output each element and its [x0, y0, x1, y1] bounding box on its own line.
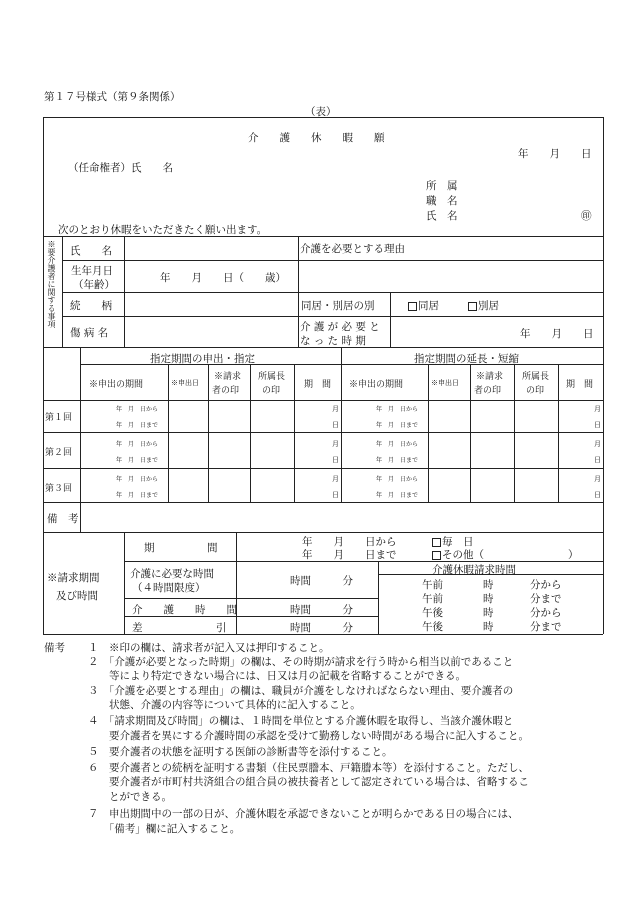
col-period-left: ※申出の期間: [89, 380, 144, 390]
need-label-2: （４時間限度）: [132, 582, 206, 594]
col-date-right: ※申出日: [431, 379, 459, 387]
day-unit: 日: [594, 491, 601, 499]
front-label: （表）: [305, 106, 337, 118]
needed-label-1: 介 護 が 必 要 と: [300, 321, 380, 333]
request-label-1: ※請求期間: [47, 572, 100, 584]
checkbox-icon: [408, 302, 417, 311]
col-date-left: ※申出日: [171, 379, 199, 387]
time-hour: 時: [483, 607, 494, 619]
reason-label: 介護を必要とする理由: [300, 243, 405, 255]
to-text: 年 月 日まで: [376, 457, 419, 464]
note-line: ３ 「介護を必要とする理由」の欄は、職員が介護をしなければならない理由、要介護者の: [88, 685, 514, 697]
disease-label: 傷 病 名: [70, 327, 109, 339]
note-line: ５ 要介護者の状態を証明する医師の診断書等を添付すること。: [88, 746, 393, 758]
request-label-2: 及び時間: [56, 590, 98, 602]
note-line: 要介護者を異にする介護時間の承認を受けて勤務しない時間がある場合に記入すること。: [88, 730, 529, 742]
birth-value: 年 月 日（ 歳）: [160, 272, 286, 284]
applicant-name: 氏 名: [426, 210, 458, 222]
right-period-title: 指定期間の延長・短縮: [414, 353, 519, 365]
period-from: 年 月 日から: [302, 536, 397, 548]
appointer-name: （任命権者）氏 名: [68, 162, 173, 174]
birth-label-2: （年齢）: [73, 279, 115, 291]
period-to: 年 月 日まで: [302, 549, 397, 561]
time-minute: 分から: [530, 579, 562, 591]
month-unit: 月: [594, 440, 601, 448]
col-seal-right-1: ※請求: [476, 372, 504, 382]
row-label: 第３回: [45, 484, 73, 494]
from-text: 年 月 日から: [376, 441, 419, 448]
time-hour: 時: [483, 579, 494, 591]
notes-label: 備考: [44, 642, 65, 654]
row-label: 第１回: [45, 413, 73, 423]
row-label: 第２回: [45, 448, 73, 458]
deduct-hours: 時間 分: [290, 622, 353, 634]
to-text: 年 月 日まで: [116, 422, 159, 429]
need-hours: 時間 分: [290, 575, 353, 587]
time-hour: 時: [483, 593, 494, 605]
month-unit: 月: [594, 475, 601, 483]
request-text: 次のとおり休暇をいただきたく願い出ます。: [58, 224, 268, 236]
to-text: 年 月 日まで: [116, 492, 159, 499]
month-unit: 月: [594, 405, 601, 413]
col-term-right: 期 間: [566, 380, 594, 390]
date-top: 年 月 日: [518, 148, 592, 160]
time-ampm: 午後: [422, 607, 443, 619]
care-hours: 時間 分: [290, 604, 353, 616]
col-chief-left-1: 所属長: [258, 372, 286, 382]
applicant-post: 職 名: [426, 195, 458, 207]
req-time-title: 介護休暇請求時間: [432, 564, 516, 576]
time-minute: 分まで: [530, 621, 562, 633]
to-text: 年 月 日まで: [376, 492, 419, 499]
month-unit: 月: [332, 440, 339, 448]
period-label: 期 間: [144, 542, 218, 554]
month-unit: 月: [332, 405, 339, 413]
note-line: とができる。: [88, 791, 172, 803]
note-line: １ ※印の欄は、請求者が記入又は押印すること。: [88, 642, 330, 654]
checkbox-icon: [468, 302, 477, 311]
from-text: 年 月 日から: [376, 476, 419, 483]
cohabit-label: 同居・別居の別: [301, 300, 375, 312]
time-hour: 時: [483, 621, 494, 633]
col-period-right: ※申出の期間: [349, 380, 404, 390]
from-text: 年 月 日から: [116, 441, 159, 448]
relation-label: 続 柄: [70, 300, 112, 312]
birth-label-1: 生年月日: [71, 265, 113, 277]
time-ampm: 午前: [422, 593, 443, 605]
form-number: 第１７号様式（第９条関係）: [44, 91, 181, 103]
col-chief-right-2: の印: [526, 386, 545, 396]
needed-label-2: な っ た 時 期: [300, 335, 366, 347]
daily-option[interactable]: 毎 日: [432, 534, 474, 549]
checkbox-icon: [432, 538, 441, 547]
time-minute: 分まで: [530, 593, 562, 605]
form-title: 介 護 休 暇 願: [248, 132, 385, 144]
note-line: 等により特定できない場合には、日又は月の記載を省略することができる。: [88, 670, 466, 682]
day-unit: 日: [594, 421, 601, 429]
left-period-title: 指定期間の申出・指定: [150, 353, 255, 365]
time-ampm: 午後: [422, 621, 443, 633]
col-seal-left-1: ※請求: [214, 372, 242, 382]
col-seal-right-2: 者の印: [474, 386, 502, 396]
applicant-dept: 所 属: [426, 180, 458, 192]
to-text: 年 月 日まで: [116, 457, 159, 464]
from-text: 年 月 日から: [116, 406, 159, 413]
note-line: ６ 要介護者との続柄を証明する書類（住民票謄本、戸籍謄本等）を添付すること。ただし、: [88, 762, 529, 774]
day-unit: 日: [332, 421, 339, 429]
day-unit: 日: [594, 456, 601, 464]
note-line: ４ 「請求期間及び時間」の欄は、１時間を単位とする介護休暇を取得し、当該介護休暇と: [88, 715, 514, 727]
care-time-label: 介 護 時 間: [132, 604, 237, 616]
note-line: ７ 申出期間中の一部の日が、介護休暇を承認できないことが明らかである日の場合には、: [88, 808, 519, 820]
note-line: 要介護者が市町村共済組合の組合員の被扶養者として認定されている場合は、省略するこ: [88, 776, 529, 788]
from-text: 年 月 日から: [116, 476, 159, 483]
deduct-label: 差 引: [132, 622, 227, 634]
note-line: 状態、介護の内容等について具体的に記入すること。: [88, 699, 361, 711]
other-option[interactable]: その他（ ）: [432, 547, 579, 562]
note-line: 「備考」欄に記入すること。: [88, 823, 241, 835]
time-minute: 分から: [530, 607, 562, 619]
time-ampm: 午前: [422, 579, 443, 591]
month-unit: 月: [332, 475, 339, 483]
remarks-label: 備 考: [47, 513, 79, 525]
col-chief-left-2: の印: [262, 386, 281, 396]
name-label: 氏 名: [70, 245, 112, 257]
checkbox-icon: [432, 551, 441, 560]
from-text: 年 月 日から: [376, 406, 419, 413]
cohabit-option-separate[interactable]: 別居: [468, 298, 499, 313]
col-chief-right-1: 所属長: [522, 372, 550, 382]
care-person-side-label: ※要介護者に関する事項: [47, 240, 56, 328]
day-unit: 日: [332, 491, 339, 499]
to-text: 年 月 日まで: [376, 422, 419, 429]
note-line: ２ 「介護が必要となった時期」の欄は、その時期が請求を行う時から相当以前であること: [88, 656, 514, 668]
cohabit-option-same[interactable]: 同居: [408, 298, 439, 313]
col-term-left: 期 間: [304, 380, 332, 390]
need-label-1: 介護に必要な時間: [130, 568, 214, 580]
day-unit: 日: [332, 456, 339, 464]
needed-value: 年 月 日: [520, 328, 594, 340]
seal-mark: ㊞: [581, 210, 592, 222]
col-seal-left-2: 者の印: [212, 386, 240, 396]
